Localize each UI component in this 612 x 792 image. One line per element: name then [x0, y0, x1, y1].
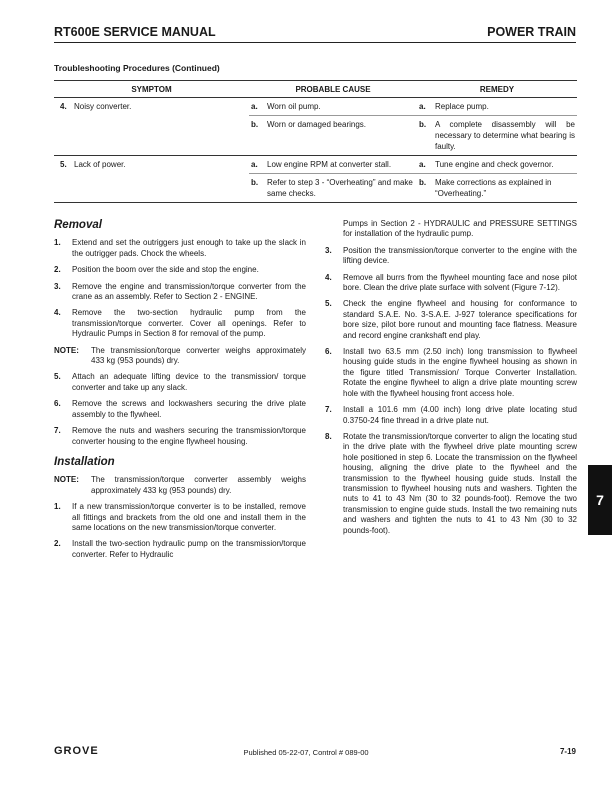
step-number: 3.: [54, 281, 61, 291]
step-number: 7.: [325, 405, 332, 415]
step-number: 1.: [54, 238, 61, 248]
cause-letter: a.: [251, 160, 258, 169]
column-header-remedy: REMEDY: [417, 81, 577, 98]
list-item: [325, 347, 577, 399]
troubleshooting-table: [54, 80, 577, 203]
list-item: [54, 399, 306, 420]
cause-text: Worn oil pump.: [267, 102, 321, 111]
removal-heading: Removal: [54, 219, 102, 231]
list-item: [54, 308, 306, 339]
remedy-text: Tune engine and check governor.: [435, 160, 554, 169]
cause-letter: b.: [251, 120, 259, 129]
cause-letter: a.: [251, 102, 258, 111]
step-number: 4.: [325, 272, 332, 282]
list-item: [54, 502, 306, 533]
chapter-title: POWER TRAIN: [487, 25, 576, 39]
step-text: Rotate the transmission/torque converter to align the locating stud in the drive plate with the flywheel drive plate mounting screw hole positioned in step 6. Locate the transmission on the flywheel housing, aligning the drive plate to the flywheel and the transmission to the flywheel housing guide studs. Install the transmission to flywheel housing nuts and washers. Tighten the nuts to 41 to 43 Nm (30 to 32 pounds-foot). Remove the two transmission to engine guide studs. Install the two remaining nuts and washers and tighten the nuts to 41 to 43 Nm (30 to 32 pounds-foot).: [343, 431, 577, 535]
step-text: Position the boom over the side and stop the engine.: [72, 265, 259, 275]
list-item: [325, 405, 577, 426]
list-item: [54, 372, 306, 393]
step-text: Remove the engine and transmission/torque converter from the crane as an assembly. Refer to Section 2 - ENGINE.: [72, 281, 306, 302]
step-text: Position the transmission/torque converter to the engine with the lifting device.: [343, 245, 577, 266]
note-label: NOTE:: [54, 345, 79, 355]
remedy-text: Replace pump.: [435, 102, 489, 111]
note-text: The transmission/torque converter weighs approximately 433 kg (953 pounds) dry.: [91, 345, 306, 366]
step-text: Remove the nuts and washers securing the transmission/torque converter housing to the engine flywheel housing.: [72, 426, 306, 446]
step-number: 7.: [54, 426, 61, 436]
step-text: Install the two-section hydraulic pump on the transmission/torque converter. Refer to Hydraulic: [72, 539, 306, 559]
table-row: [54, 98, 577, 116]
note-text: The transmission/torque converter assembly weighs approximately 433 kg (953 pounds) dry.: [91, 475, 306, 495]
list-item: [325, 299, 577, 341]
cause-text: Low engine RPM at converter stall.: [267, 160, 392, 169]
column-header-symptom: SYMPTOM: [54, 81, 249, 98]
list-item: [54, 539, 306, 560]
step-text: Install two 63.5 mm (2.50 inch) long transmission to flywheel housing guide studs in the engine flywheel housing as shown in the figure titled Transmission/ Torque Converter Installation. Rotate the engine flywheel to align a drive plate mounting screw hole with the flywheel housing front access hole.: [343, 347, 577, 398]
list-item: [54, 238, 306, 259]
list-item: [54, 265, 306, 275]
grove-logo: GROVE: [54, 745, 99, 757]
header-divider: [54, 42, 576, 43]
step-text: Install a 101.6 mm (4.00 inch) long drive plate locating stud 0.3750-24 fine thread in a drive plate nut.: [343, 405, 577, 425]
step-number: 8.: [325, 431, 332, 441]
remedy-letter: a.: [419, 102, 426, 111]
step-number: 3.: [325, 245, 332, 255]
remedy-letter: b.: [419, 120, 427, 129]
removal-note: [54, 346, 306, 367]
step-number: 2.: [54, 539, 61, 549]
step-text: Remove the two-section hydraulic pump from the transmission/torque converter. Cover all openings. Refer to Hydraulic Pumps in Section 8 for removal of the pump.: [72, 308, 306, 339]
list-item: [54, 282, 306, 303]
symptom-text: Lack of power.: [74, 160, 126, 169]
section-tab: 7: [588, 465, 612, 535]
remedy-letter: a.: [419, 160, 426, 169]
step-text: Extend and set the outriggers just enough to take up the slack in the outrigger pads. Chock the wheels.: [72, 238, 306, 258]
step-text: Check the engine flywheel and housing for conformance to standard S.A.E. No. 3-S.A.E. J-927 tolerance specifications for bore size, pilot bore runout and mounting face flatness. Measure and record engine crankshaft end play.: [343, 299, 577, 340]
symptom-number: 4.: [60, 102, 67, 111]
step-number: 1.: [54, 502, 61, 512]
symptom-text: Noisy converter.: [74, 102, 132, 111]
table-row: [54, 116, 577, 156]
step-text: If a new transmission/torque converter is to be installed, remove all fittings and brackets from the old one and install them in the same locations on the new transmission/torque converter.: [72, 502, 306, 532]
note-label: NOTE:: [54, 475, 79, 485]
remedy-text: Make corrections as explained in “Overheating.”: [435, 178, 552, 198]
step-number: 5.: [54, 372, 61, 382]
step-number: 2.: [54, 265, 61, 275]
step-text: Attach an adequate lifting device to the transmission/ torque converter and take up any slack.: [72, 372, 306, 392]
page-number: 7-19: [559, 747, 576, 756]
table-title: Troubleshooting Procedures (Continued): [54, 63, 220, 73]
cause-text: Refer to step 3 - “Overheating” and make same checks.: [267, 178, 413, 198]
remedy-letter: b.: [419, 178, 427, 187]
publication-info: Published 05-22-07, Control # 089-00: [243, 748, 369, 757]
cause-letter: b.: [251, 178, 259, 187]
step-number: 5.: [325, 299, 332, 309]
step-number: 4.: [54, 308, 61, 318]
installation-heading: Installation: [54, 455, 115, 468]
step-text: Remove the screws and lockwashers securing the drive plate assembly to the flywheel.: [72, 399, 306, 419]
right-column: [325, 219, 577, 542]
step-text: Remove all burrs from the flywheel mounting face and nose pilot bore. Clean the drive plate surface with solvent (Figure 7-12).: [343, 272, 577, 293]
installation-note: [54, 475, 306, 496]
table-row: [54, 174, 577, 203]
table-row: [54, 156, 577, 174]
list-item: [325, 432, 577, 536]
list-item: [325, 246, 577, 267]
manual-title: RT600E SERVICE MANUAL: [54, 25, 216, 39]
step-number: 6.: [325, 347, 332, 357]
list-item: [325, 273, 577, 294]
left-column: [54, 216, 306, 566]
step-number: 6.: [54, 399, 61, 409]
symptom-number: 5.: [60, 160, 67, 169]
cause-text: Worn or damaged bearings.: [267, 120, 367, 129]
remedy-text: A complete disassembly will be necessary to determine what bearing is faulty.: [435, 120, 575, 151]
list-item: [54, 426, 306, 447]
column-header-cause: PROBABLE CAUSE: [249, 81, 417, 98]
step-continuation: Pumps in Section 2 - HYDRAULIC and PRESSURE SETTINGS for installation of the hydraulic pump.: [343, 219, 577, 239]
